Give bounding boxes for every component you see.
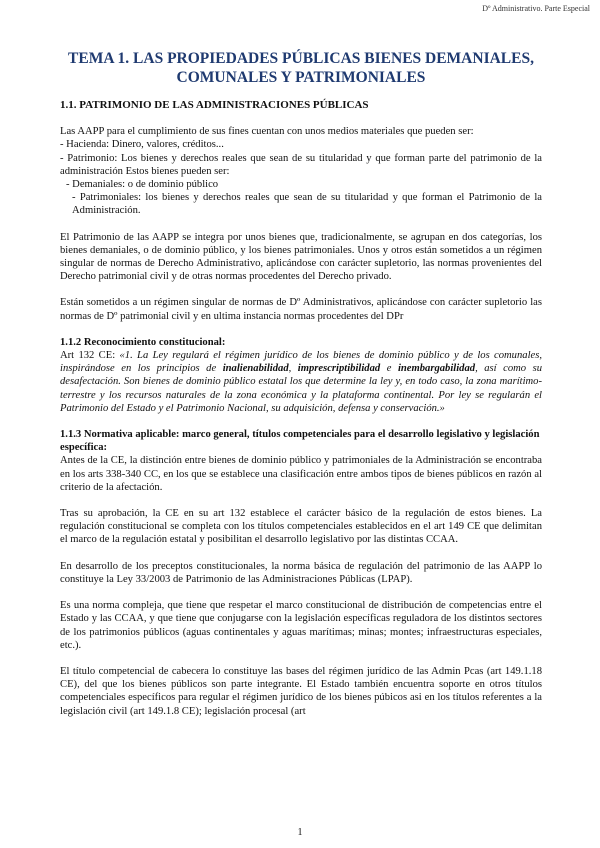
intro-line: Las AAPP para el cumplimiento de sus fines cuentan con unos medios materiales que pueden ser: (60, 126, 474, 138)
document-page (60, 50, 542, 731)
paragraph-tras-aprobacion: Tras su aprobación, la CE en su art 132 establece el carácter básico de la regulación de estos bienes. La regulación constitucional se completa con los títulos competenciales establecidos en el art 149 CE que delimitan el marco de la regulación estatal y posibilitan el desarrollo legislativo por las distintas CCAA. (60, 508, 542, 546)
quote-separator: e (380, 363, 398, 375)
patrimonio-list (60, 125, 542, 217)
list-item-hacienda: - Hacienda: Dinero, valores, créditos... (60, 139, 224, 151)
section-heading-1-1: 1.1. PATRIMONIO DE LAS ADMINISTRACIONES PÚBLICAS (60, 99, 369, 111)
quote-separator: , (288, 363, 298, 375)
principle-inalienabilidad: inalienabilidad (222, 363, 289, 375)
paragraph-regimen: Están sometidos a un régimen singular de normas de Dº Administrativos, aplicándose con carácter supletorio las normas de Dº patrimonial civil y en ultima instancia normas procedentes del DPr (60, 297, 542, 322)
article-reference: Art 132 CE: (60, 350, 120, 362)
principle-inembargabilidad: inembargabilidad (397, 363, 476, 375)
chapter-title: TEMA 1. LAS PROPIEDADES PÚBLICAS BIENES DEMANIALES, COMUNALES Y PATRIMONIALES (68, 50, 534, 86)
sublist-item-demaniales: - Demaniales: o de dominio público (66, 179, 219, 191)
principle-imprescriptibilidad: imprescriptibilidad (297, 363, 381, 375)
paragraph-norma-compleja: Es una norma compleja, que tiene que respetar el marco constitucional de distribución de competencias entre el Estado y las CCAA, y que tiene que conjugarse con la legislación específicas reguladora de los distintos sectores de los patrimonios públicos (aguas continentales y aguas marítimas; minas; montes; infraestructuras especiales, etc.). (60, 600, 542, 651)
paragraph-titulo-competencial: El título competencial de cabecera lo constituye las bases del régimen jurídico de las Admin Pcas (art 149.1.18 CE), del que los bienes públicos son parte integrante. El Estado también encuentra soporte en otros títulos competenciales específicos para regular el régimen jurídico de los bienes púbicos asi en los títulos referentes a la legislación civil (art 149.1.8 CE); legislación procesal (art (60, 665, 542, 717)
section-heading-1-1-3: 1.1.3 Normativa aplicable: marco general, títulos competenciales para el desarrollo legislativo y legislación específica: (60, 429, 540, 454)
paragraph-desarrollo: En desarrollo de los preceptos constitucionales, la norma básica de regulación del patrimonio de las AAPP lo constituye la Ley 33/2003 de Patrimonio de las Administraciones Públicas (LPAP). (60, 560, 542, 585)
page-number: 1 (297, 827, 303, 838)
quote-part-b: , así como su desafectación. Son bienes de dominio público estatal los que determine la ley y, en todo caso, la zona marítimo-terrestre y los recursos naturales de la zona económica y la plataforma continental. Por ley se regularán el Patrimonio del Estado y el Patrimonio Nacional, su adquisición, defensa y conservación.» (60, 363, 543, 414)
sublist-item-patrimoniales: - Patrimoniales: los bienes y derechos reales que sean de su titularidad y que forman el Patrimonio de la Administración. (72, 192, 542, 217)
paragraph-integracion: El Patrimonio de las AAPP se integra por unos bienes que, tradicionalmente, se agrupan en dos categorías, los bienes demaniales, o de dominio público, y los bienes patrimoniales. Unos y otros están sometidos a un régimen singular de normas de Derecho Administrativo, aplicándose con carácter supletorio, las normas provenientes del Derecho patrimonial civil y de otras normas procedentes del Derecho privado. (60, 231, 542, 283)
running-header: Dº Administrativo. Parte Especial (482, 4, 590, 13)
quote-part-a: «1. La Ley regulará el régimen jurídico de los bienes de dominio público y de los comunales, inspirándose en los principios de (60, 350, 542, 375)
article-132-quote (60, 349, 542, 415)
section-heading-1-1-2: 1.1.2 Reconocimiento constitucional: (60, 336, 226, 348)
paragraph-antes-ce: Antes de la CE, la distinción entre bienes de dominio público y patrimoniales de la Administración se encontraba en los arts 338-340 CC, en los que se establece una clasificación entre ambos tipos de bienes públicos en razón al criterio de la afectación. (60, 455, 542, 493)
list-item-patrimonio: - Patrimonio: Los bienes y derechos reales que sean de su titularidad y que forman parte del patrimonio de la administración Estos bienes pueden ser: (60, 152, 542, 177)
